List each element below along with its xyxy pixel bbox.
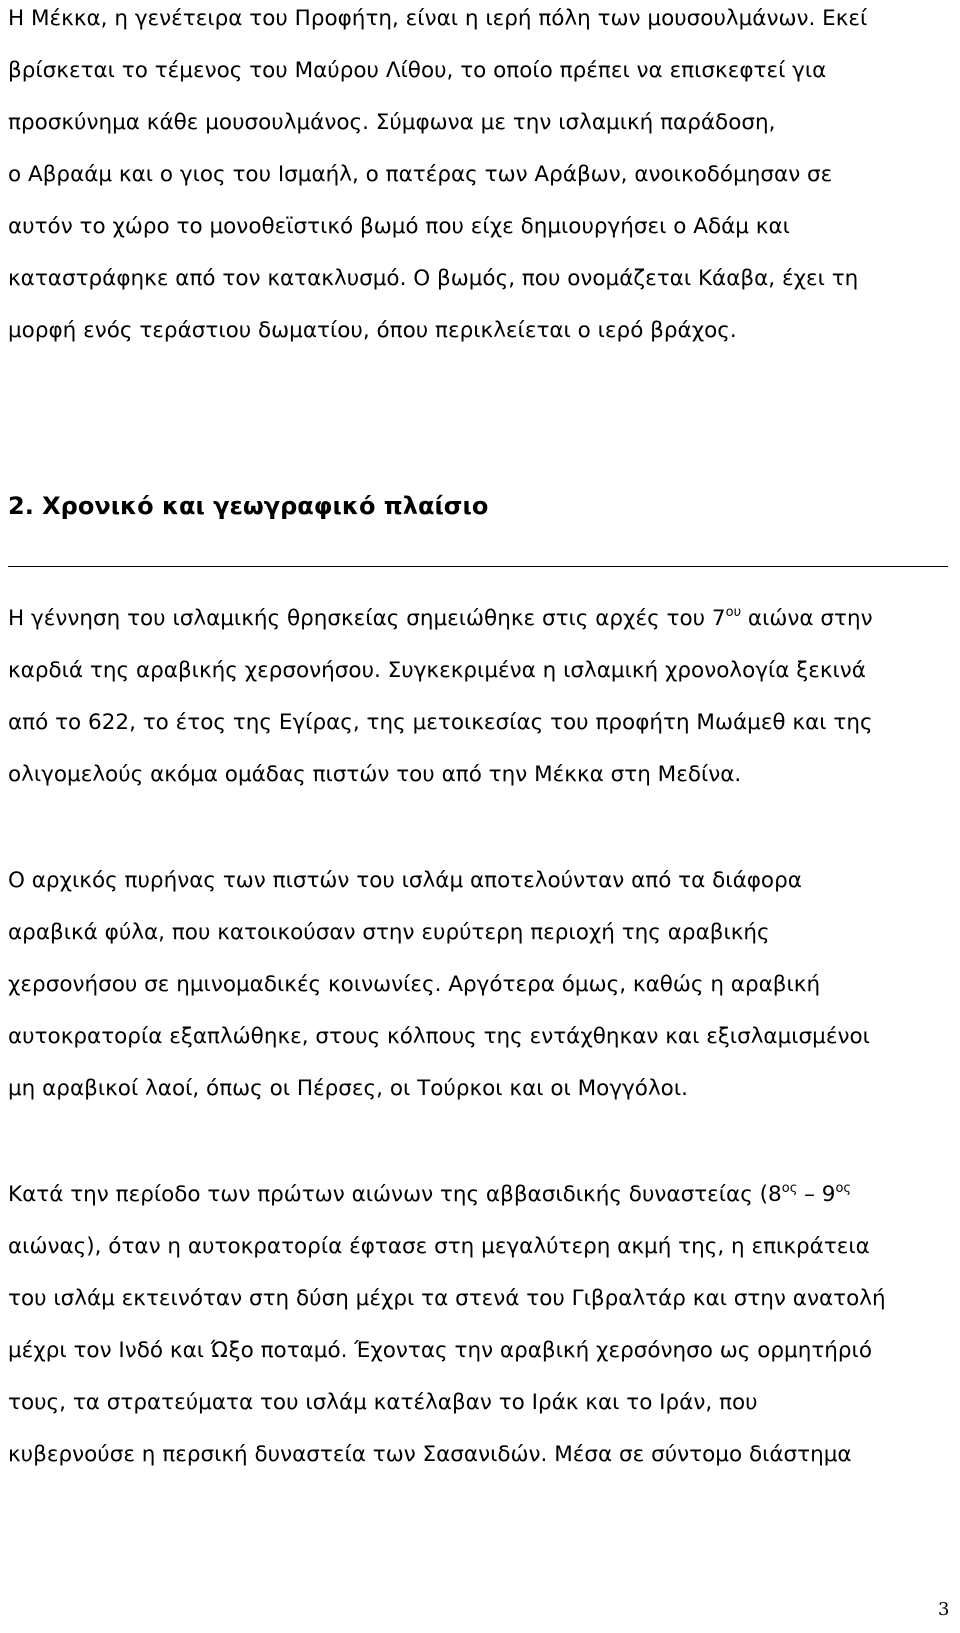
p2-line-1 xyxy=(8,604,873,634)
p4-line-4: μέχρι τον Ινδό και Ώξο ποταμό. Έχοντας την αραβική χερσόνησο ως ορμητήριό xyxy=(8,1338,872,1363)
p2-line-1-end: αιώνα στην xyxy=(741,606,873,631)
p3-line-4: αυτοκρατορία εξαπλώθηκε, στους κόλπους της εντάχθηκαν και εξισλαμισμένοι xyxy=(8,1024,870,1049)
p1-line-6: καταστράφηκε από τον κατακλυσμό. Ο βωμός, που ονομάζεται Κάαβα, έχει τη xyxy=(8,266,859,291)
p2-line-2: καρδιά της αραβικής χερσονήσου. Συγκεκριμένα η ισλαμική χρονολογία ξεκινά xyxy=(8,658,866,683)
p2-line-4: ολιγομελούς ακόμα ομάδας πιστών του από την Μέκκα στη Μεδίνα. xyxy=(8,762,742,787)
p1-line-3: προσκύνημα κάθε μουσουλμάνος. Σύμφωνα με την ισλαμική παράδοση, xyxy=(8,110,776,135)
p1-line-4: ο Αβραάμ και ο γιος του Ισμαήλ, ο πατέρας των Αράβων, ανοικοδόμησαν σε xyxy=(8,162,833,187)
heading-divider xyxy=(8,566,948,567)
p2-line-1-text: Η γέννηση του ισλαμικής θρησκείας σημειώθηκε στις αρχές του 7 xyxy=(8,606,726,631)
p1-line-1: Η Μέκκα, η γενέτειρα του Προφήτη, είναι η ιερή πόλη των μουσουλμάνων. Εκεί xyxy=(8,6,868,31)
p1-line-7: μορφή ενός τεράστιου δωματίου, όπου περικλείεται ο ιερό βράχος. xyxy=(8,318,737,343)
p4-line-3: του ισλάμ εκτεινόταν στη δύση μέχρι τα στενά του Γιβραλτάρ και στην ανατολή xyxy=(8,1286,886,1311)
p4-line-1 xyxy=(8,1180,851,1210)
ordinal-superscript: ου xyxy=(725,605,742,620)
p3-line-1: Ο αρχικός πυρήνας των πιστών του ισλάμ αποτελούνταν από τα διάφορα xyxy=(8,868,802,893)
p4-line-6: κυβερνούσε η περσική δυναστεία των Σασανιδών. Μέσα σε σύντομο διάστημα xyxy=(8,1442,852,1467)
p4-line-1-dash: – 9 xyxy=(797,1182,836,1207)
p1-line-5: αυτόν το χώρο το μονοθεϊστικό βωμό που είχε δημιουργήσει ο Αδάμ και xyxy=(8,214,790,239)
p3-line-5: μη αραβικοί λαοί, όπως οι Πέρσες, οι Τούρκοι και οι Μογγόλοι. xyxy=(8,1076,688,1101)
ordinal-superscript-8th: ος xyxy=(781,1181,798,1196)
p1-line-2: βρίσκεται το τέμενος του Μαύρου Λίθου, το οποίο πρέπει να επισκεφτεί για xyxy=(8,58,827,83)
p4-line-5: τους, τα στρατεύματα του ισλάμ κατέλαβαν το Ιράκ και το Ιράν, που xyxy=(8,1390,758,1415)
p4-line-2: αιώνας), όταν η αυτοκρατορία έφτασε στη μεγαλύτερη ακμή της, η επικράτεια xyxy=(8,1234,870,1259)
p4-line-1-text: Κατά την περίοδο των πρώτων αιώνων της αββασιδικής δυναστείας (8 xyxy=(8,1182,782,1207)
p3-line-2: αραβικά φύλα, που κατοικούσαν στην ευρύτερη περιοχή της αραβικής xyxy=(8,920,770,945)
page-number: 3 xyxy=(938,1599,950,1620)
section-heading: 2. Χρονικό και γεωγραφικό πλαίσιο xyxy=(8,492,489,520)
p3-line-3: χερσονήσου σε ημινομαδικές κοινωνίες. Αργότερα όμως, καθώς η αραβική xyxy=(8,972,821,997)
p2-line-3: από το 622, το έτος της Εγίρας, της μετοικεσίας του προφήτη Μωάμεθ και της xyxy=(8,710,873,735)
ordinal-superscript-9th: ος xyxy=(835,1181,852,1196)
